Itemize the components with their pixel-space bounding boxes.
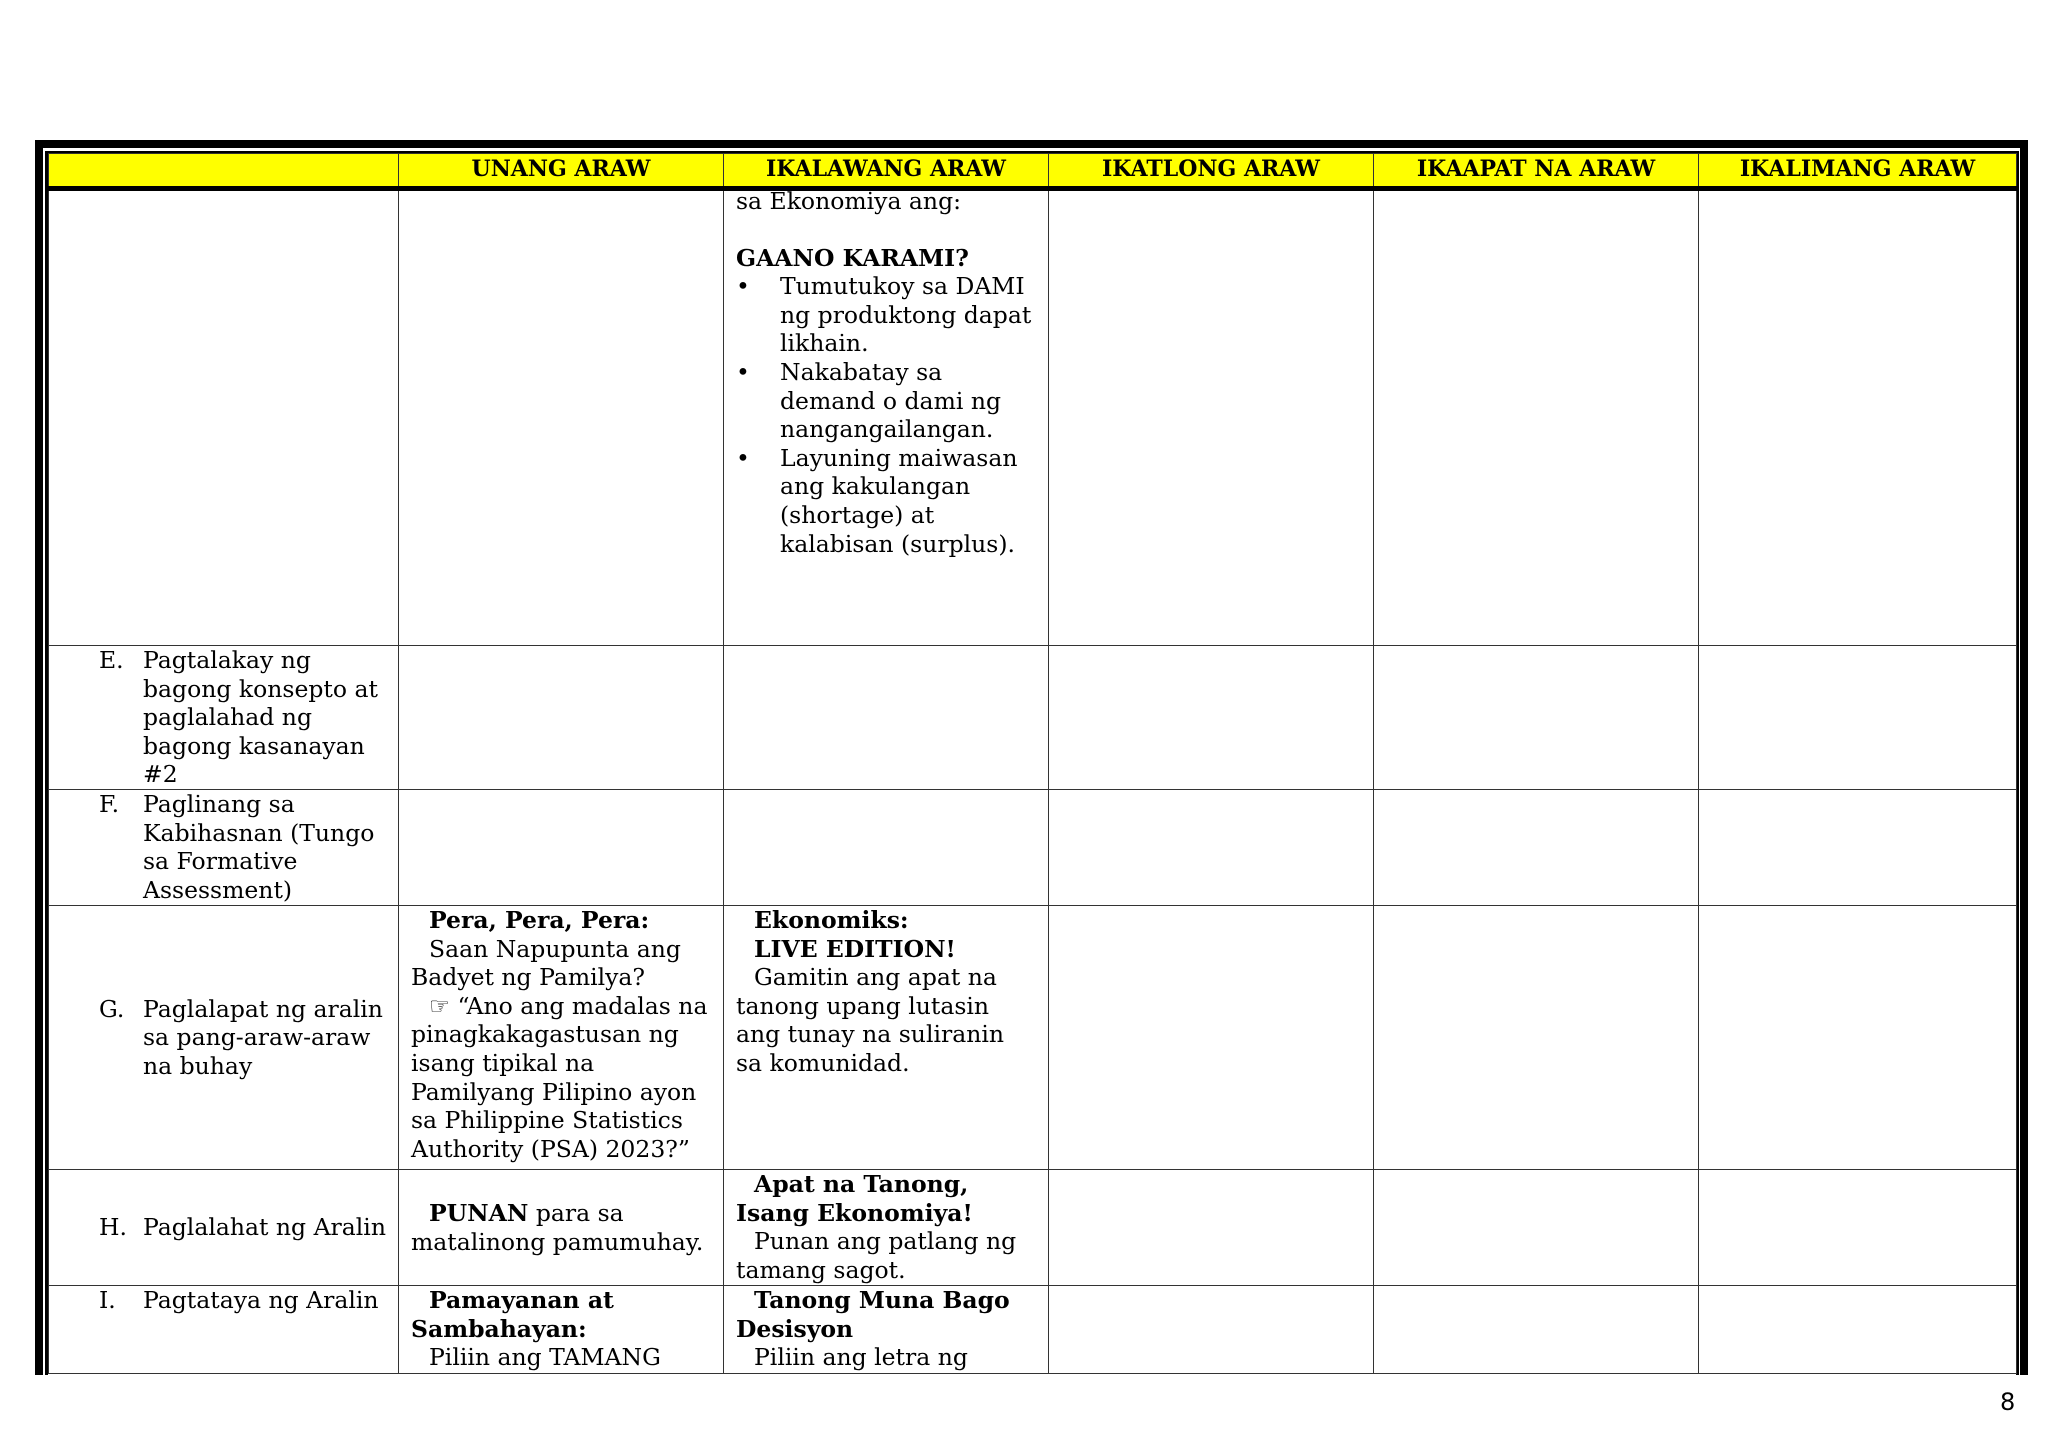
header-day-3: IKATLONG ARAW (1049, 154, 1374, 189)
day2-summary-subtitle: Isang Ekonomiya! (736, 1198, 973, 1227)
day5-cell (1699, 189, 2017, 646)
day4-cell (1374, 1170, 1699, 1286)
table-row-continuation (49, 189, 2017, 646)
day4-cell (1374, 790, 1699, 906)
day5-cell (1699, 790, 2017, 906)
table-row-i (49, 1286, 2017, 1374)
header-day-2: IKALAWANG ARAW (724, 154, 1049, 189)
header-day-5: IKALIMANG ARAW (1699, 154, 2017, 189)
day2-activity-subtitle: LIVE EDITION! (754, 934, 956, 963)
day4-cell (1374, 189, 1699, 646)
row-letter: H. (99, 1213, 127, 1242)
day5-cell (1699, 1286, 2017, 1374)
day1-assessment-line: Piliin ang TAMANG (429, 1343, 661, 1372)
day4-cell (1374, 906, 1699, 1170)
day4-cell (1374, 1286, 1699, 1374)
continuation-heading: GAANO KARAMI? (736, 243, 969, 272)
list-item: • Nakabatay sa demand o dami ng nangangailangan. (736, 358, 1036, 444)
day1-summary-text: para sa (528, 1198, 624, 1227)
day3-cell (1049, 906, 1374, 1170)
day2-activity-line: Gamitin ang apat na (754, 963, 997, 992)
continuation-bullet-list (736, 272, 1036, 558)
row-label: Pagtataya ng Aralin (143, 1286, 379, 1314)
day3-cell (1049, 1286, 1374, 1374)
row-letter: E. (99, 646, 124, 674)
row-label: Paglalapat ng aralin sa pang-araw-araw na buhay (143, 994, 383, 1080)
page-number: 8 (2000, 1388, 2016, 1416)
day2-activity-body: tanong upang lutasin ang tunay na suliranin sa komunidad. (736, 991, 1005, 1077)
day2-cell (724, 189, 1049, 646)
day2-activity-title: Ekonomiks: (754, 906, 909, 934)
list-item: • Tumutukoy sa DAMI ng produktong dapat likhain. (736, 272, 1036, 358)
row-label-cell (49, 790, 399, 906)
day5-cell (1699, 906, 2017, 1170)
day2-assessment-title: Tanong Muna Bago (754, 1286, 1010, 1314)
day4-cell (1374, 646, 1699, 790)
header-day-4: IKAAPAT NA ARAW (1374, 154, 1699, 189)
list-item: • Layuning maiwasan ang kakulangan (shortage) at kalabisan (surplus). (736, 444, 1036, 558)
day1-cell (399, 790, 724, 906)
day2-cell (724, 646, 1049, 790)
row-letter: G. (99, 994, 125, 1023)
day2-assessment-subtitle: Desisyon (736, 1314, 854, 1343)
day1-cell (399, 906, 724, 1170)
day2-cell (724, 1170, 1049, 1286)
row-letter: I. (99, 1286, 116, 1314)
row-label: Pagtalakay ng bagong konsepto at paglalahad ng bagong kasanayan #2 (143, 646, 378, 789)
row-label-cell (49, 189, 399, 646)
row-label-cell (49, 906, 399, 1170)
day2-cell (724, 790, 1049, 906)
table-row-f (49, 790, 2017, 906)
day2-summary-title: Apat na Tanong, (754, 1170, 969, 1198)
day1-cell (399, 1170, 724, 1286)
day2-assessment-line: Piliin ang letra ng (754, 1343, 968, 1372)
day2-cell (724, 906, 1049, 1170)
row-label: Paglalahat ng Aralin (143, 1213, 386, 1242)
day3-cell (1049, 646, 1374, 790)
day2-summary-line: Punan ang patlang ng (754, 1227, 1017, 1256)
day3-cell (1049, 1170, 1374, 1286)
day3-cell (1049, 790, 1374, 906)
row-label-cell (49, 646, 399, 790)
day1-summary-keyword: PUNAN (429, 1198, 529, 1227)
day1-activity-line: Saan Napupunta ang (429, 934, 681, 963)
day1-cell (399, 189, 724, 646)
header-day-1: UNANG ARAW (399, 154, 724, 189)
table-row-h (49, 1170, 2017, 1286)
row-label: Paglinang sa Kabihasnan (Tungo sa Formative Assessment) (143, 790, 375, 904)
row-letter: F. (99, 790, 120, 818)
day5-cell (1699, 1170, 2017, 1286)
day1-summary-body: matalinong pamumuhay. (411, 1227, 704, 1256)
day1-cell (399, 1286, 724, 1374)
day2-summary-body: tamang sagot. (736, 1255, 906, 1284)
table-row-e (49, 646, 2017, 790)
header-blank (49, 154, 399, 189)
lesson-plan-table (48, 153, 2017, 1374)
day1-cell (399, 646, 724, 790)
row-label-cell (49, 1286, 399, 1374)
header-row (49, 154, 2017, 189)
day1-activity-title: Pera, Pera, Pera: (429, 906, 650, 934)
day5-cell (1699, 646, 2017, 790)
table-row-g (49, 906, 2017, 1170)
day1-assessment-subtitle: Sambahayan: (411, 1314, 587, 1343)
day1-activity-quote: ☞ “Ano ang madalas na pinagkakagastusan ng isang tipikal na Pamilyang Pilipino ayon sa Philippine Statistics Authority (PSA) 2023?” (411, 991, 708, 1163)
continuation-intro: sa Ekonomiya ang: (736, 188, 962, 215)
day2-cell (724, 1286, 1049, 1374)
day1-activity-line: Badyet ng Pamilya? (411, 963, 646, 992)
day1-assessment-title: Pamayanan at (429, 1286, 614, 1314)
day3-cell (1049, 189, 1374, 646)
row-label-cell (49, 1170, 399, 1286)
